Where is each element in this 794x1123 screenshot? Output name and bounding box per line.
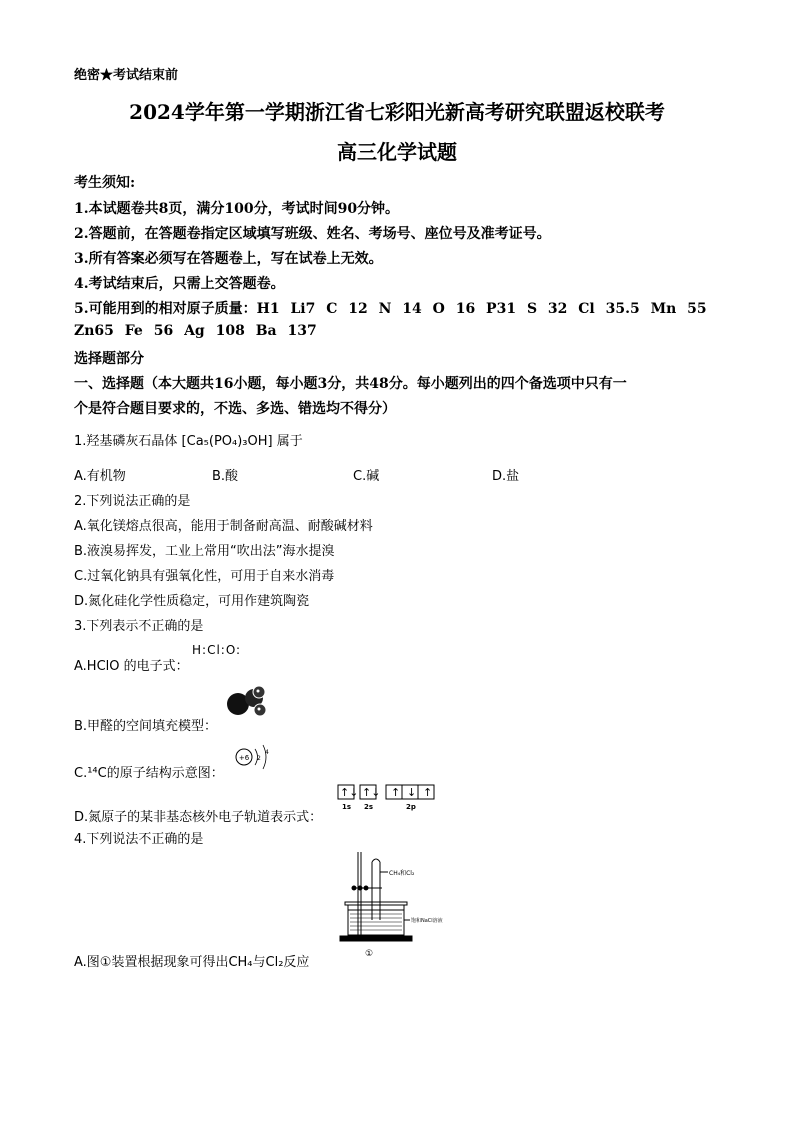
notice-heading: 考生须知: [74,175,136,191]
question-3-stem: 3.下列表示不正确的是 [74,619,204,634]
section-instruction: 一、选择题（本大题共16小题，每小题3分，共48分。每小题列出的四个备选项中只有一 [74,376,627,392]
q3-option-a: A.HClO 的电子式： [74,659,189,674]
question-4-stem: 4.下列说法不正确的是 [74,832,204,847]
apparatus-figure [338,850,448,960]
question-1-stem [74,430,303,449]
q4-option-a: A.图①装置根据现象可得出CH₄与Cl₂反应 [74,955,310,970]
notice-item: 4.考试结束后，只需上交答题卷。 [74,276,285,292]
orbital-diagram [336,784,442,812]
hclo-electron-formula: H:Cl:O: [192,643,242,657]
orbital-label-2s: 2s [364,803,374,811]
section-part: 选择题部分 [74,351,144,367]
q1-option-b: B.酸 [212,469,239,484]
figure-label-gas: CH₄和Cl₂ [389,870,415,877]
exam-subtitle: 高三化学试题 [337,140,457,164]
q3-option-b: B.甲醛的空间填充模型： [74,719,218,734]
notice-item: 3.所有答案必须写在答题卷上，写在试卷上无效。 [74,251,383,267]
q2-option-d: D.氮化硅化学性质稳定，可用作建筑陶瓷 [74,594,310,609]
orbital-label-1s: 1s [342,803,352,811]
figure-number: ① [365,949,374,959]
q2-option-a: A.氧化镁熔点很高，能用于制备耐高温、耐酸碱材料 [74,519,373,534]
notice-item: 2.答题前，在答题卷指定区域填写班级、姓名、考场号、座位号及准考证号。 [74,226,551,242]
atom-nucleus-label: +6 [238,754,250,762]
q1-formula: [Ca₅(PO₄)₃OH] [181,434,273,449]
section-instruction: 个是符合题目要求的，不选、多选、错选均不得分） [74,401,396,417]
exam-title: 2024学年第一学期浙江省七彩阳光新高考研究联盟返校联考 [129,100,665,124]
svg-text:↑↓: ↑↓ [340,786,359,799]
q1-stem-suffix: 属于 [276,434,303,449]
atom-shell-2: 4 [265,749,269,756]
notice-item: Zn65 Fe 56 Ag 108 Ba 137 [74,323,317,339]
question-2-stem: 2.下列说法正确的是 [74,494,191,509]
atom-structure-diagram [232,743,272,775]
atom-shell-1: 2 [257,755,261,762]
q1-option-c: C.碱 [353,469,380,484]
svg-text:↑: ↑ [423,786,433,799]
q3-option-d: D.氮原子的某非基态核外电子轨道表示式： [74,810,323,825]
svg-text:↓: ↓ [407,786,417,799]
q1-stem-prefix: 1.羟基磷灰石晶体 [74,434,178,449]
notice-item: 1.本试题卷共8页，满分100分，考试时间90分钟。 [74,201,400,217]
svg-text:↑↓: ↑↓ [362,786,381,799]
q1-option-a: A.有机物 [74,469,126,484]
q2-option-c: C.过氧化钠具有强氧化性，可用于自来水消毒 [74,569,335,584]
q3-option-c: C.¹⁴C的原子结构示意图： [74,766,224,781]
orbital-label-2p: 2p [406,803,416,811]
q1-option-d: D.盐 [492,469,520,484]
q2-option-b: B.液溴易挥发，工业上常用“吹出法”海水提溴 [74,544,335,559]
confidential-mark: 绝密★考试结束前 [74,68,179,83]
figure-label-solution: 饱和NaCl溶液 [411,918,443,924]
formaldehyde-model-image [222,684,274,724]
notice-item: 5.可能用到的相对原子质量：H1 Li7 C 12 N 14 O 16 P31 S 32 Cl 35.5 Mn 55 [74,301,707,317]
svg-text:↑: ↑ [391,786,401,799]
